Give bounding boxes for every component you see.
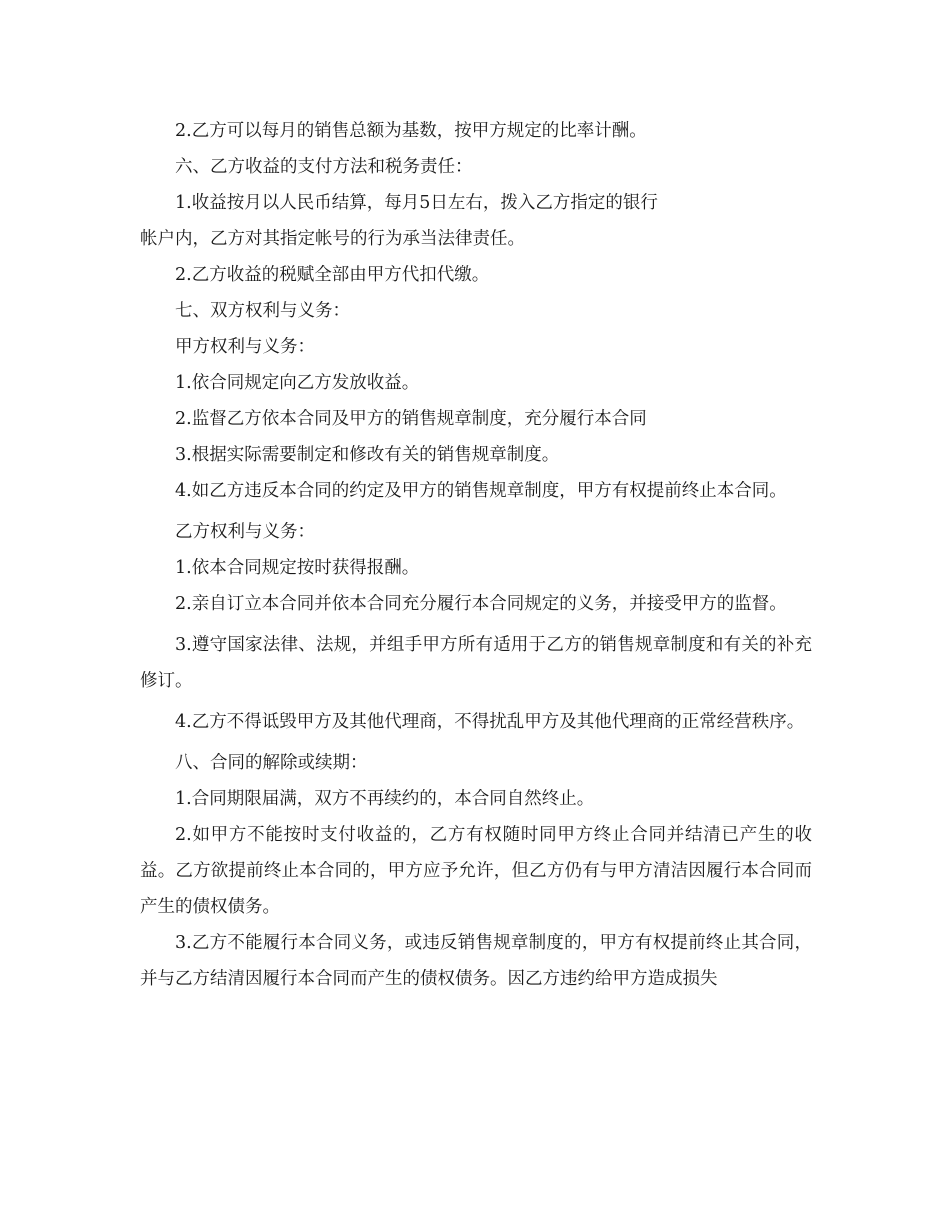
paragraph-tax-withholding: 2.乙方收益的税赋全部由甲方代扣代缴。: [175, 265, 490, 285]
paragraph-remuneration-basis: 2.乙方可以每月的销售总额为基数，按甲方规定的比率计酬。: [175, 121, 647, 141]
paragraph-party-b-2: 2.亲自订立本合同并依本合同充分履行本合同规定的义务，并接受甲方的监督。: [175, 594, 787, 614]
subheading-party-a: 甲方权利与义务：: [175, 337, 315, 357]
section-heading-payment-tax: 六、乙方收益的支付方法和税务责任：: [175, 157, 473, 177]
paragraph-party-b-4: 4.乙方不得诋毁甲方及其他代理商，不得扰乱甲方及其他代理商的正常经营秩序。: [175, 712, 805, 732]
paragraph-termination-3: 3.乙方不能履行本合同义务，或违反销售规章制度的，甲方有权提前终止其合同，并与乙方结清因履行本合同而产生的债权债务。因乙方违约给甲方造成损失: [140, 933, 812, 989]
paragraph-party-a-4: 4.如乙方违反本合同的约定及甲方的销售规章制度，甲方有权提前终止本合同。: [175, 481, 787, 501]
paragraph-party-b-1: 1.依本合同规定按时获得报酬。: [175, 558, 420, 578]
section-heading-termination: 八、合同的解除或续期：: [175, 753, 368, 773]
paragraph-party-a-1: 1.依合同规定向乙方发放收益。: [175, 373, 420, 393]
paragraph-party-b-3: 3.遵守国家法律、法规，并组手甲方所有适用于乙方的销售规章制度和有关的补充修订。: [140, 635, 812, 691]
paragraph-termination-2: 2.如甲方不能按时支付收益的，乙方有权随时同甲方终止合同并结清已产生的收益。乙方欲提前终止本合同的，甲方应予允许，但乙方仍有与甲方清洁因履行本合同而产生的债权债务。: [140, 825, 812, 917]
document-body: [140, 113, 812, 997]
paragraph-party-a-2: 2.监督乙方依本合同及甲方的销售规章制度，充分履行本合同: [175, 409, 647, 429]
paragraph-termination-1: 1.合同期限届满，双方不再续约的，本合同自然终止。: [175, 789, 595, 809]
section-heading-rights-obligations: 七、双方权利与义务：: [175, 301, 350, 321]
subheading-party-b: 乙方权利与义务：: [175, 522, 315, 542]
paragraph-account-responsibility: 帐户内，乙方对其指定帐号的行为承当法律责任。: [140, 229, 525, 249]
paragraph-settlement: 1.收益按月以人民币结算，每月5日左右，拨入乙方指定的银行: [175, 193, 658, 213]
paragraph-party-a-3: 3.根据实际需要制定和修改有关的销售规章制度。: [175, 445, 560, 465]
